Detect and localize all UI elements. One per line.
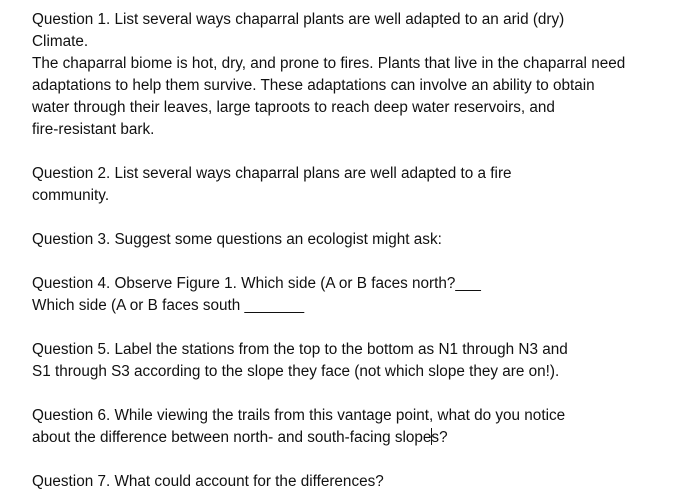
question-2 (32, 163, 672, 207)
question-6-line-1: Question 6. While viewing the trails from this vantage point, what do you notice (32, 407, 566, 424)
question-7 (32, 471, 672, 493)
question-3-line-1: Question 3. Suggest some questions an ecologist might ask: (32, 231, 442, 248)
question-2-line-2: community. (32, 187, 110, 204)
question-4 (32, 273, 672, 317)
empty-line (32, 251, 672, 273)
question-6-line-2-after-cursor: s? (431, 429, 448, 446)
empty-line (32, 207, 672, 229)
question-2-line-1: Question 2. List several ways chaparral plans are well adapted to a fire (32, 165, 512, 182)
question-6 (32, 405, 672, 449)
empty-line (32, 383, 672, 405)
question-1-prompt-line-2: Climate. (32, 33, 89, 50)
question-5-line-2: S1 through S3 according to the slope they face (not which slope they are on!). (32, 363, 560, 380)
question-6-line-2-before-cursor: about the difference between north- and south-facing slope (32, 429, 432, 446)
question-6-line-2 (32, 427, 672, 449)
question-1-answer-line-1: The chaparral biome is hot, dry, and prone to fires. Plants that live in the chaparral need (32, 55, 626, 72)
question-1-answer-line-2: adaptations to help them survive. These adaptations can involve an ability to obtain (32, 77, 595, 94)
question-1-prompt-line-1: Question 1. List several ways chaparral plants are well adapted to an arid (dry) (32, 11, 565, 28)
empty-line (32, 449, 672, 471)
question-1 (32, 9, 672, 141)
question-1-answer-line-4: fire-resistant bark. (32, 121, 155, 138)
question-5 (32, 339, 672, 383)
question-5-line-1: Question 5. Label the stations from the top to the bottom as N1 through N3 and (32, 341, 568, 358)
empty-line (32, 317, 672, 339)
question-3 (32, 229, 672, 251)
question-7-line-1: Question 7. What could account for the differences? (32, 473, 384, 490)
document-body[interactable] (32, 9, 672, 493)
question-4-line-2: Which side (A or B faces south _______ (32, 297, 305, 314)
empty-line (32, 141, 672, 163)
question-4-line-1: Question 4. Observe Figure 1. Which side (A or B faces north?___ (32, 275, 481, 292)
question-1-answer-line-3: water through their leaves, large taproots to reach deep water reservoirs, and (32, 99, 555, 116)
